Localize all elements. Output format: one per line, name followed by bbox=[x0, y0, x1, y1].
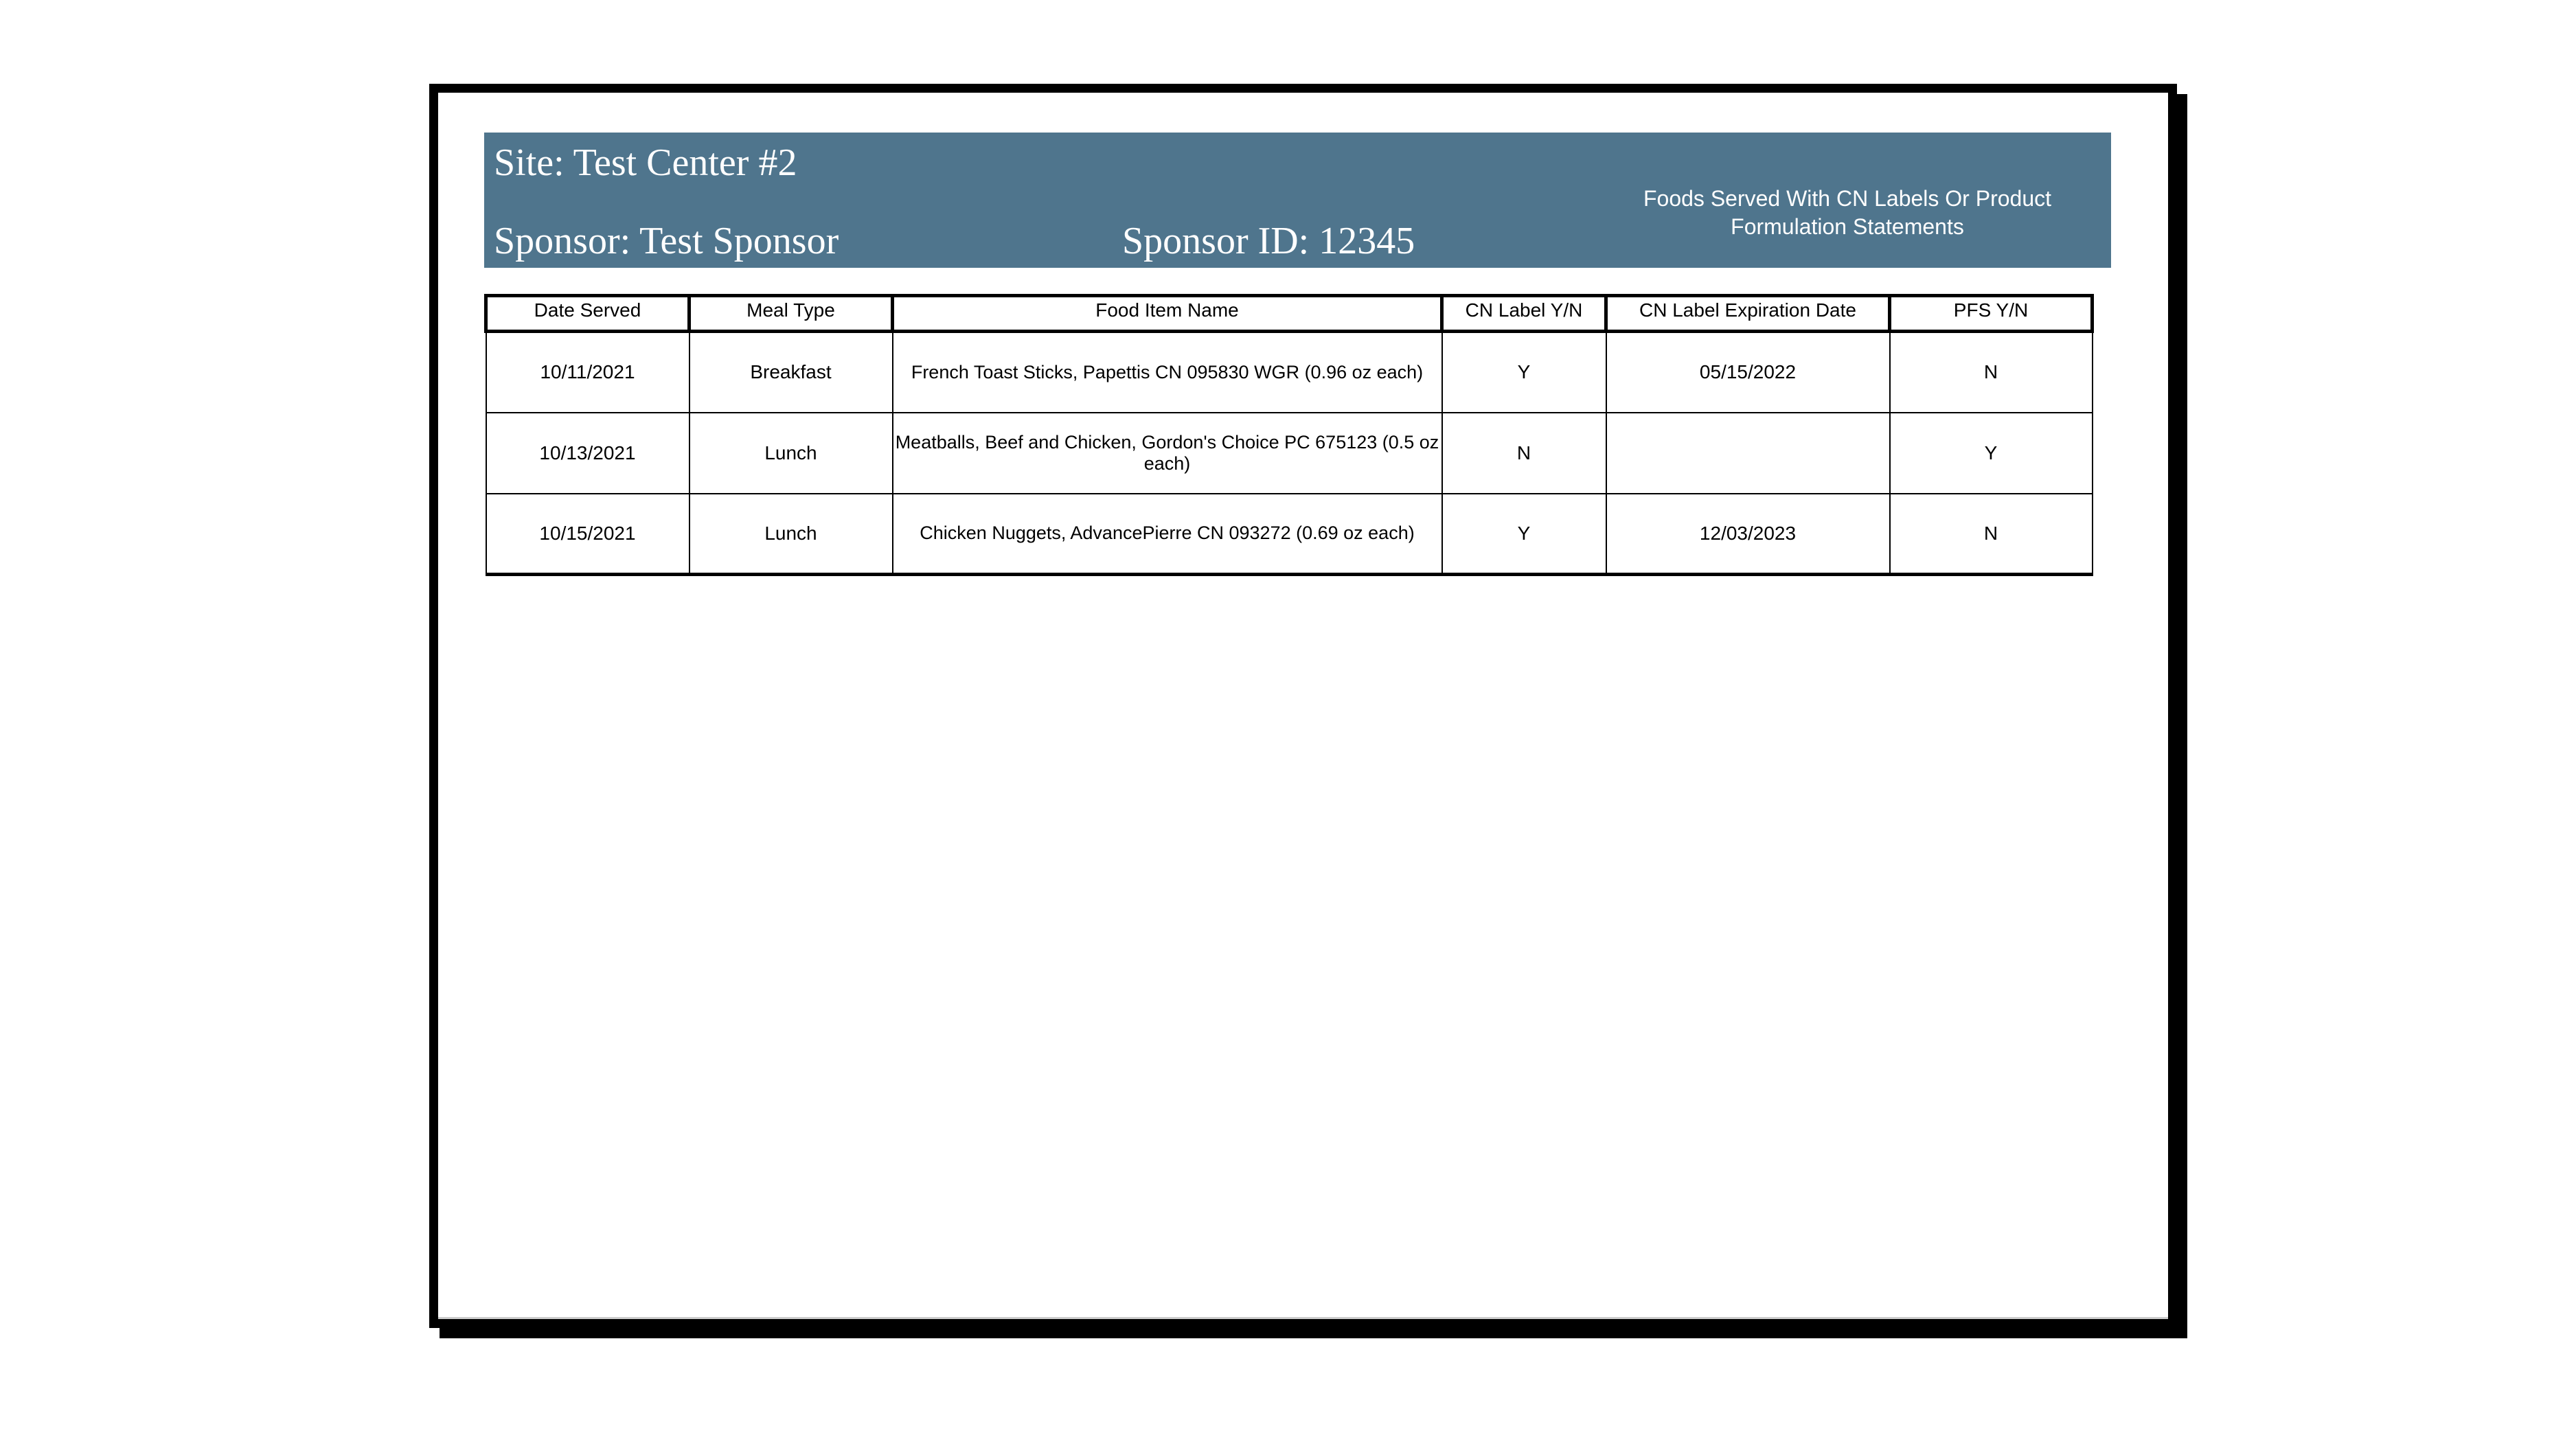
table-header-row bbox=[486, 296, 2093, 332]
document-page bbox=[429, 84, 2177, 1328]
cell-cn-label: N bbox=[1442, 413, 1606, 494]
cell-date-served: 10/13/2021 bbox=[486, 413, 689, 494]
cell-cn-label: Y bbox=[1442, 494, 1606, 575]
site-label: Site: Test Center #2 bbox=[494, 141, 797, 184]
cell-food-item-name: Meatballs, Beef and Chicken, Gordon's Choice PC 675123 (0.5 oz each) bbox=[893, 413, 1442, 494]
cell-date-served: 10/11/2021 bbox=[486, 332, 689, 413]
document-page-content bbox=[438, 93, 2168, 1319]
report-title: Foods Served With CN Labels Or Product Formulation Statements bbox=[1643, 186, 2051, 239]
column-header-date-served: Date Served bbox=[486, 296, 689, 332]
cell-meal-type: Lunch bbox=[689, 413, 893, 494]
column-header-cn-label-yn: CN Label Y/N bbox=[1442, 296, 1606, 332]
column-header-cn-label-expiration-date: CN Label Expiration Date bbox=[1606, 296, 1890, 332]
column-header-food-item-name: Food Item Name bbox=[893, 296, 1442, 332]
cell-pfs: N bbox=[1890, 332, 2093, 413]
cell-date-served: 10/15/2021 bbox=[486, 494, 689, 575]
cell-cn-label-expiration-date bbox=[1606, 413, 1890, 494]
column-header-pfs-yn: PFS Y/N bbox=[1890, 296, 2093, 332]
cell-cn-label: Y bbox=[1442, 332, 1606, 413]
table-row bbox=[486, 494, 2093, 575]
column-header-meal-type: Meal Type bbox=[689, 296, 893, 332]
cell-food-item-name: Chicken Nuggets, AdvancePierre CN 093272 (0.69 oz each) bbox=[893, 494, 1442, 575]
table-row bbox=[486, 332, 2093, 413]
cell-meal-type: Lunch bbox=[689, 494, 893, 575]
sponsor-id-label: Sponsor ID: 12345 bbox=[1122, 220, 1415, 262]
cell-food-item-name: French Toast Sticks, Papettis CN 095830 WGR (0.96 oz each) bbox=[893, 332, 1442, 413]
foods-served-table bbox=[484, 294, 2094, 576]
cell-cn-label-expiration-date: 12/03/2023 bbox=[1606, 494, 1890, 575]
cell-meal-type: Breakfast bbox=[689, 332, 893, 413]
cell-cn-label-expiration-date: 05/15/2022 bbox=[1606, 332, 1890, 413]
sponsor-label: Sponsor: Test Sponsor bbox=[494, 220, 839, 262]
cell-pfs: Y bbox=[1890, 413, 2093, 494]
cell-pfs: N bbox=[1890, 494, 2093, 575]
table-body bbox=[486, 332, 2093, 575]
table-row bbox=[486, 413, 2093, 494]
report-header-band bbox=[484, 133, 2111, 268]
